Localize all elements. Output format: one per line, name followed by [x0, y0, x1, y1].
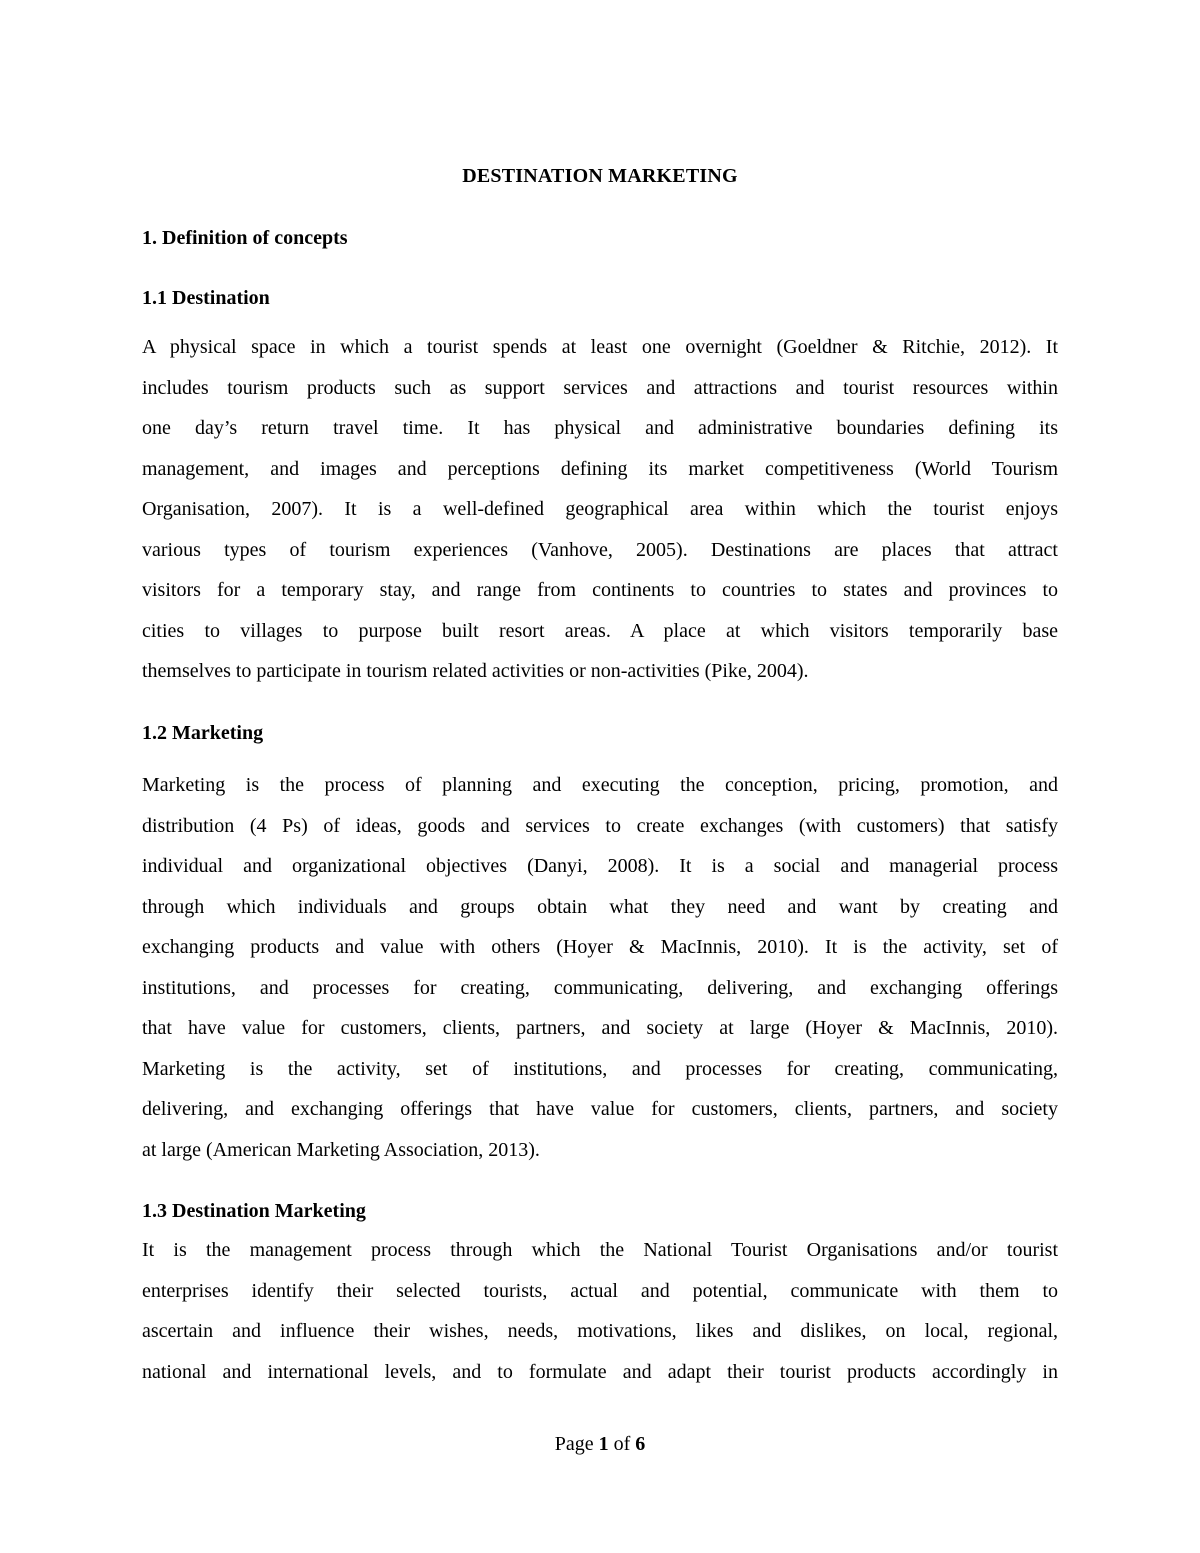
text-line: distribution (4 Ps) of ideas, goods and services to create exchanges (with customers) that satisfy — [142, 814, 1058, 837]
text-line: A physical space in which a tourist spends at least one overnight (Goeldner & Ritchie, 2012). It — [142, 336, 1058, 358]
text-line: ascertain and influence their wishes, needs, motivations, likes and dislikes, on local, regional, — [142, 1320, 1058, 1342]
text-line: that have value for customers, clients, partners, and society at large (Hoyer & MacInnis, 2010). — [142, 1017, 1058, 1039]
text-line: enterprises identify their selected tourists, actual and potential, communicate with them to — [142, 1279, 1058, 1302]
text-line: It is the management process through which the National Tourist Organisations and/or tourist — [142, 1239, 1058, 1261]
section-heading-definition-of-concepts: 1. Definition of concepts — [142, 227, 348, 249]
text-line: cities to villages to purpose built resort areas. A place at which visitors temporarily base — [142, 619, 1058, 642]
text-line: exchanging products and value with others (Hoyer & MacInnis, 2010). It is the activity, set of — [142, 936, 1058, 958]
section-heading-marketing: 1.2 Marketing — [142, 722, 264, 744]
page-footer — [0, 1430, 1200, 1458]
text-line: delivering, and exchanging offerings that have value for customers, clients, partners, and society — [142, 1098, 1058, 1120]
text-line: management, and images and perceptions defining its market competitiveness (World Tourism — [142, 457, 1058, 480]
text-line: Organisation, 2007). It is a well-defined geographical area within which the tourist enjoys — [142, 498, 1058, 520]
text-line: through which individuals and groups obtain what they need and want by creating and — [142, 895, 1058, 918]
text-line: includes tourism products such as support services and attractions and tourist resources within — [142, 376, 1058, 399]
paragraph-destination-marketing — [142, 1230, 1058, 1392]
section-heading-destination: 1.1 Destination — [142, 287, 270, 309]
page-label: Page — [554, 1433, 594, 1455]
document-title: DESTINATION MARKETING — [462, 165, 738, 187]
of-label: of — [613, 1433, 631, 1455]
text-line: visitors for a temporary stay, and range from continents to countries to states and provinces to — [142, 579, 1058, 601]
text-line: individual and organizational objectives (Danyi, 2008). It is a social and managerial process — [142, 855, 1058, 877]
current-page-number: 1 — [598, 1433, 609, 1455]
total-pages-number: 6 — [635, 1433, 646, 1455]
text-line: one day’s return travel time. It has physical and administrative boundaries defining its — [142, 417, 1058, 439]
paragraph-marketing — [142, 765, 1058, 1170]
text-line: institutions, and processes for creating, communicating, delivering, and exchanging offerings — [142, 976, 1058, 999]
text-line: themselves to participate in tourism related activities or non-activities (Pike, 2004). — [142, 660, 809, 682]
text-line: Marketing is the process of planning and executing the conception, pricing, promotion, and — [142, 774, 1058, 796]
paragraph-destination — [142, 327, 1058, 692]
text-line: Marketing is the activity, set of institutions, and processes for creating, communicating, — [142, 1057, 1058, 1080]
text-line: various types of tourism experiences (Vanhove, 2005). Destinations are places that attract — [142, 538, 1058, 561]
text-line: national and international levels, and to formulate and adapt their tourist products accordingly in — [142, 1360, 1058, 1383]
section-heading-destination-marketing: 1.3 Destination Marketing — [142, 1200, 366, 1222]
text-line: at large (American Marketing Association, 2013). — [142, 1138, 540, 1161]
